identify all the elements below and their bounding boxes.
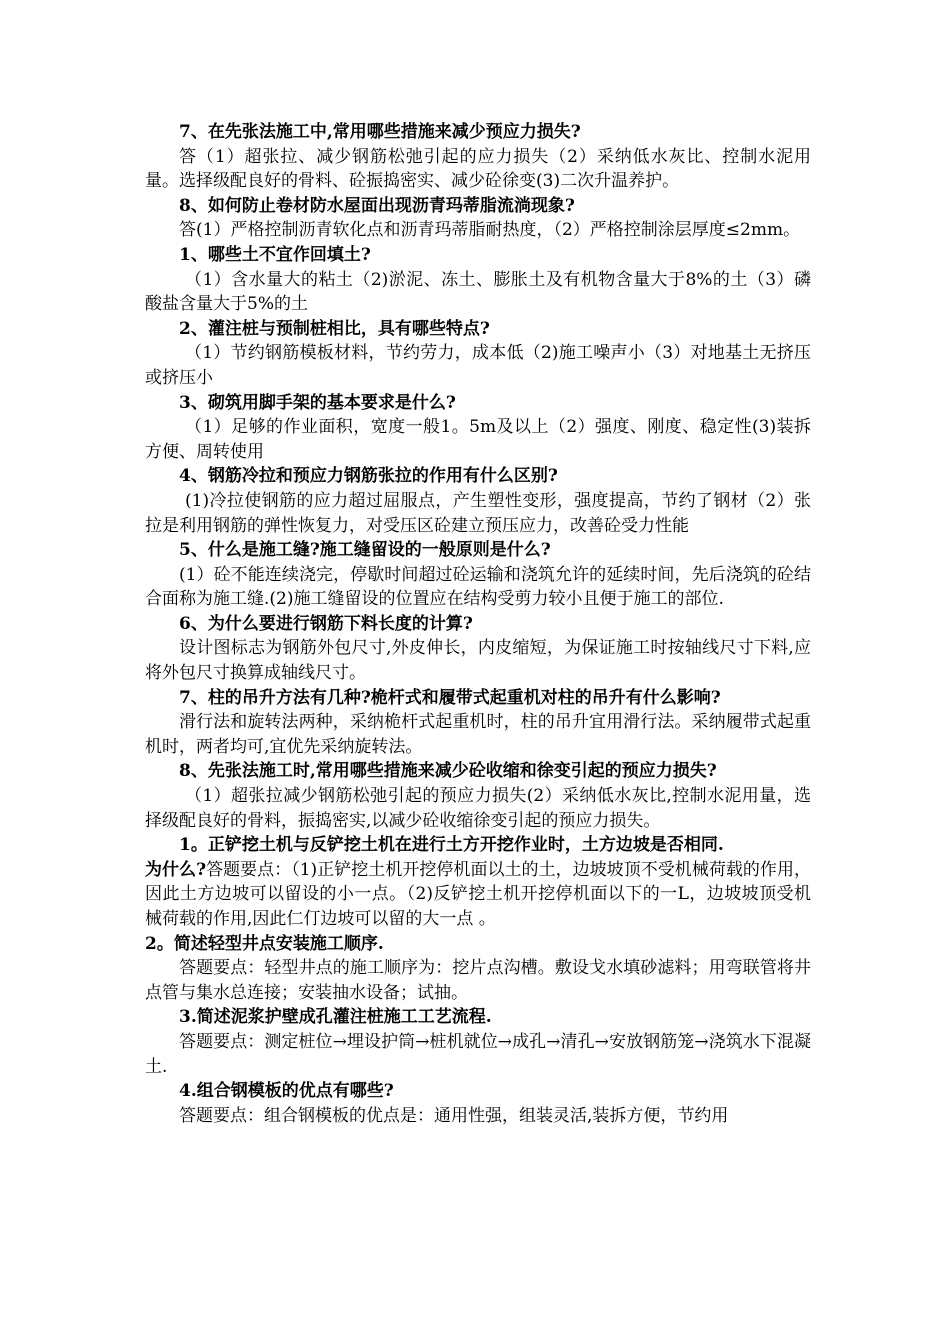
answer-text: 答题要点：轻型井点的施工顺序为：挖片点沟槽。敷设戈水填砂滤料；用弯联管将井点管与集水总连接；安装抽水设备；试抽。 — [145, 958, 811, 1003]
question-heading: 2。简述轻型井点安装施工顺序. — [145, 933, 384, 954]
document-page — [145, 120, 811, 1128]
answer-text: （1）含水量大的粘土（2)淤泥、冻土、膨胀土及有机物含量大于8%的土（3）磷酸盐含量大于5%的土 — [145, 269, 811, 315]
answer-text: (1)冷拉使钢筋的应力超过屈服点，产生塑性变形，强度提高，节约了钢材（2）张拉是利用钢筋的弹性恢复力，对受压区砼建立预压应力，改善砼受力性能 — [145, 490, 811, 536]
answer-text: 答题要点：组合钢模板的优点是：通用性强，组装灵活,装拆方便，节约用 — [179, 1105, 729, 1126]
question-heading: 1。正铲挖土机与反铲挖土机在进行土方开挖作业时，土方边坡是否相同. — [179, 835, 724, 856]
question-heading: 5、什么是施工缝?施工缝留设的一般原则是什么? — [179, 540, 551, 561]
answer-text: 滑行法和旋转法两种，采纳桅杆式起重机时，柱的吊升宜用滑行法。采纳履带式起重机时，两者均可,宜优先采纳旋转法。 — [145, 712, 811, 757]
answer-text — [145, 858, 811, 932]
question-heading: 6、为什么要进行钢筋下料长度的计算? — [179, 613, 473, 634]
question-heading: 4.组合钢模板的优点有哪些? — [179, 1081, 394, 1102]
answer-text: （1）节约钢筋模板材料，节约劳力，成本低（2)施工噪声小（3）对地基土无挤压或挤压小 — [145, 343, 811, 388]
answer-body: 答题要点：（1)正铲挖土机开挖停机面以土的土，边坡坡顶不受机械荷载的作用，因此土方边坡可以留设的小一点。（2)反铲挖土机开挖停机面以下的一L，边坡坡顶受机械荷载的作用,因此仁仃边坡可以留的大一点 。 — [145, 859, 811, 929]
question-heading: 8、如何防止卷材防水屋面出现沥青玛蒂脂流淌现象? — [179, 195, 575, 216]
answer-text: 答题要点：测定桩位→埋设护筒→桩机就位→成孔→清孔→安放钢筋笼→浇筑水下混凝土. — [145, 1031, 811, 1077]
question-heading: 7、柱的吊升方法有几种?桅杆式和履带式起重机对柱的吊升有什么影响? — [179, 687, 721, 708]
question-heading: 3.简述泥浆护壁成孔灌注桩施工工艺流程. — [179, 1007, 492, 1028]
question-heading: 7、在先张法施工中,常用哪些措施来减少预应力损失? — [179, 122, 581, 142]
answer-text: 答（1）超张拉、减少钢筋松弛引起的应力损失（2）采纳低水灰比、控制水泥用量。选择级配良好的骨料、砼振捣密实、减少砼徐变(3)二次升温养护。 — [145, 146, 811, 192]
answer-text: (1）砼不能连续浇完，停歇时间超过砼运输和浇筑允许的延续时间，先后浇筑的砼结合面称为施工缝.(2)施工缝留设的位置应在结构受剪力较小且便于施工的部位. — [145, 564, 811, 610]
question-heading: 8、先张法施工时,常用哪些措施来减少砼收缩和徐变引起的预应力损失? — [179, 761, 717, 782]
question-heading: 1、哪些土不宜作回填土? — [179, 244, 371, 265]
answer-text: 设计图标志为钢筋外包尺寸,外皮伸长，内皮缩短，为保证施工时按轴线尺寸下料,应将外包尺寸换算成轴线尺寸。 — [145, 638, 811, 684]
answer-text: 答(1）严格控制沥青软化点和沥青玛蒂脂耐热度，（2）严格控制涂层厚度≤2mm。 — [179, 220, 801, 241]
question-heading: 4、钢筋冷拉和预应力钢筋张拉的作用有什么区别? — [179, 466, 558, 487]
question-continuation: 为什么? — [145, 859, 207, 880]
question-heading: 2、灌注桩与预制桩相比，具有哪些特点? — [179, 318, 490, 339]
answer-text: （1）足够的作业面积，宽度一般1。5m及以上（2）强度、刚度、稳定性(3)装拆方便、周转使用 — [145, 417, 811, 462]
answer-text: （1）超张拉减少钢筋松弛引起的预应力损失(2）采纳低水灰比,控制水泥用量，选择级配良好的骨料，振捣密实,以减少砼收缩徐变引起的预应力损失。 — [145, 786, 811, 831]
question-heading: 3、砌筑用脚手架的基本要求是什么? — [179, 392, 456, 413]
